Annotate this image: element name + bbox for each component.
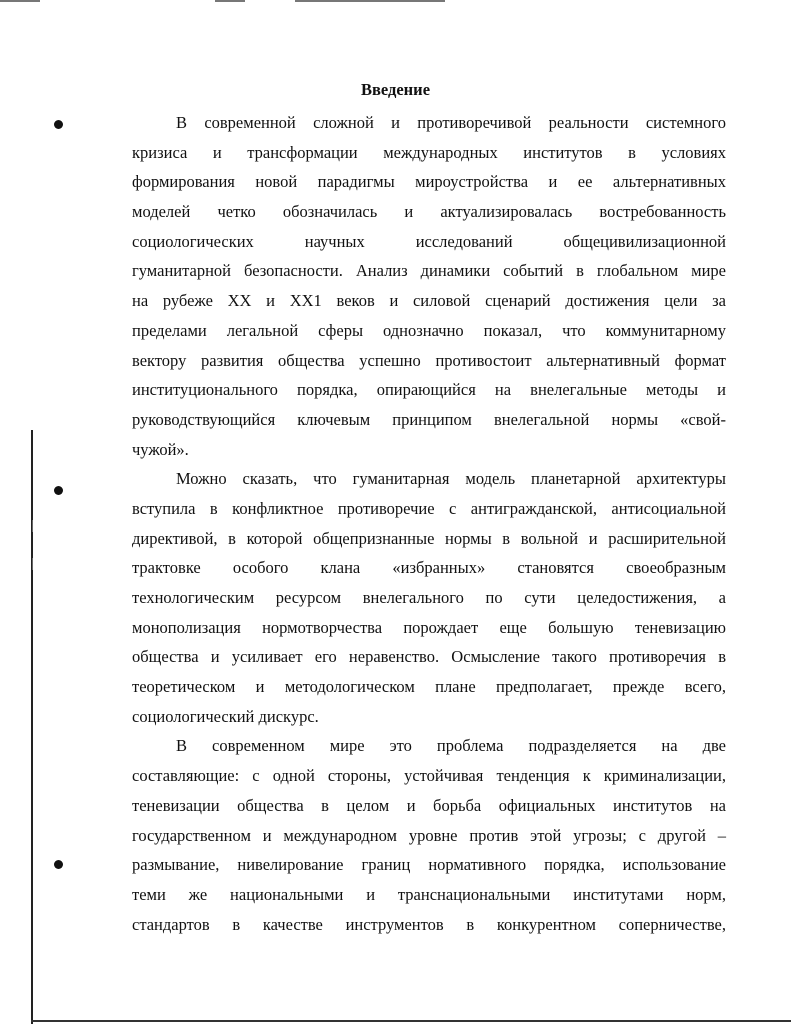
text-line: теневизации общества в целом и борьба официальных институтов на xyxy=(132,795,726,815)
scan-bottom-border xyxy=(31,1020,791,1022)
text-line: теоретическом и методологическом плане предполагает, прежде всего, xyxy=(132,677,726,697)
paragraph xyxy=(132,108,726,464)
paragraph xyxy=(132,464,726,731)
text-line: пределами легальной сферы однозначно показал, что коммунитарному xyxy=(132,320,726,340)
text-line: В современной сложной и противоречивой реальности системного xyxy=(176,113,726,132)
text-line: технологическим ресурсом внелегального по сути целедостижения, а xyxy=(132,588,726,607)
text-line: теми же национальными и транснациональными институтами норм, xyxy=(132,884,726,904)
scan-tick-mark xyxy=(32,558,33,570)
text-line: социологических научных исследований общецивилизационной xyxy=(132,231,726,251)
binding-mark-dot xyxy=(54,486,63,495)
document-body xyxy=(132,108,726,939)
text-line: формирования новой парадигмы мироустройства и ее альтернативных xyxy=(132,172,726,192)
paragraph xyxy=(132,731,726,939)
text-line: институционального порядка, опирающийся на внелегальные методы и xyxy=(132,380,726,400)
scan-artifact-top-left xyxy=(0,0,40,2)
text-line: директивой, в которой общепризнанные нормы в вольной и расширительной xyxy=(132,528,726,548)
text-line: гуманитарной безопасности. Анализ динамики событий в глобальном мире xyxy=(132,261,726,281)
text-line: стандартов в качестве инструментов в конкурентном соперничестве, xyxy=(132,914,726,934)
text-line: кризиса и трансформации международных институтов в условиях xyxy=(132,142,726,162)
text-line: монополизация нормотворчества порождает еще большую теневизацию xyxy=(132,617,726,637)
text-line: общества и усиливает его неравенство. Осмысление такого противоречия в xyxy=(132,647,726,667)
text-line: трактовке особого клана «избранных» становятся своеобразным xyxy=(132,558,726,578)
text-line: социологический дискурс. xyxy=(132,706,319,726)
text-line: В современном мире это проблема подразделяется на две xyxy=(176,736,726,756)
text-line: чужой». xyxy=(132,439,189,459)
text-line: вступила в конфликтное противоречие с антигражданской, антисоциальной xyxy=(132,498,726,518)
binding-mark-dot xyxy=(54,860,63,869)
text-line: вектору развития общества успешно противостоит альтернативный формат xyxy=(132,350,726,370)
document-title: Введение xyxy=(360,80,431,99)
text-line: руководствующийся ключевым принципом внелегальной нормы «свой- xyxy=(132,409,726,429)
text-line: моделей четко обозначилась и актуализировалась востребованность xyxy=(132,202,726,222)
text-line: составляющие: с одной стороны, устойчивая тенденция к криминализации, xyxy=(132,766,726,786)
text-line: размывание, нивелирование границ нормативного порядка, использование xyxy=(132,855,726,875)
scan-artifact-top-right xyxy=(295,0,445,2)
text-line: Можно сказать, что гуманитарная модель планетарной архитектуры xyxy=(176,469,726,489)
scan-tick-mark xyxy=(32,520,33,532)
binding-mark-dot xyxy=(54,120,63,129)
text-line: на рубеже XX и XX1 веков и силовой сценарий достижения цели за xyxy=(132,291,726,311)
text-line: государственном и международном уровне против этой угрозы; с другой – xyxy=(132,825,726,845)
scan-artifact-top-mid xyxy=(215,0,245,2)
